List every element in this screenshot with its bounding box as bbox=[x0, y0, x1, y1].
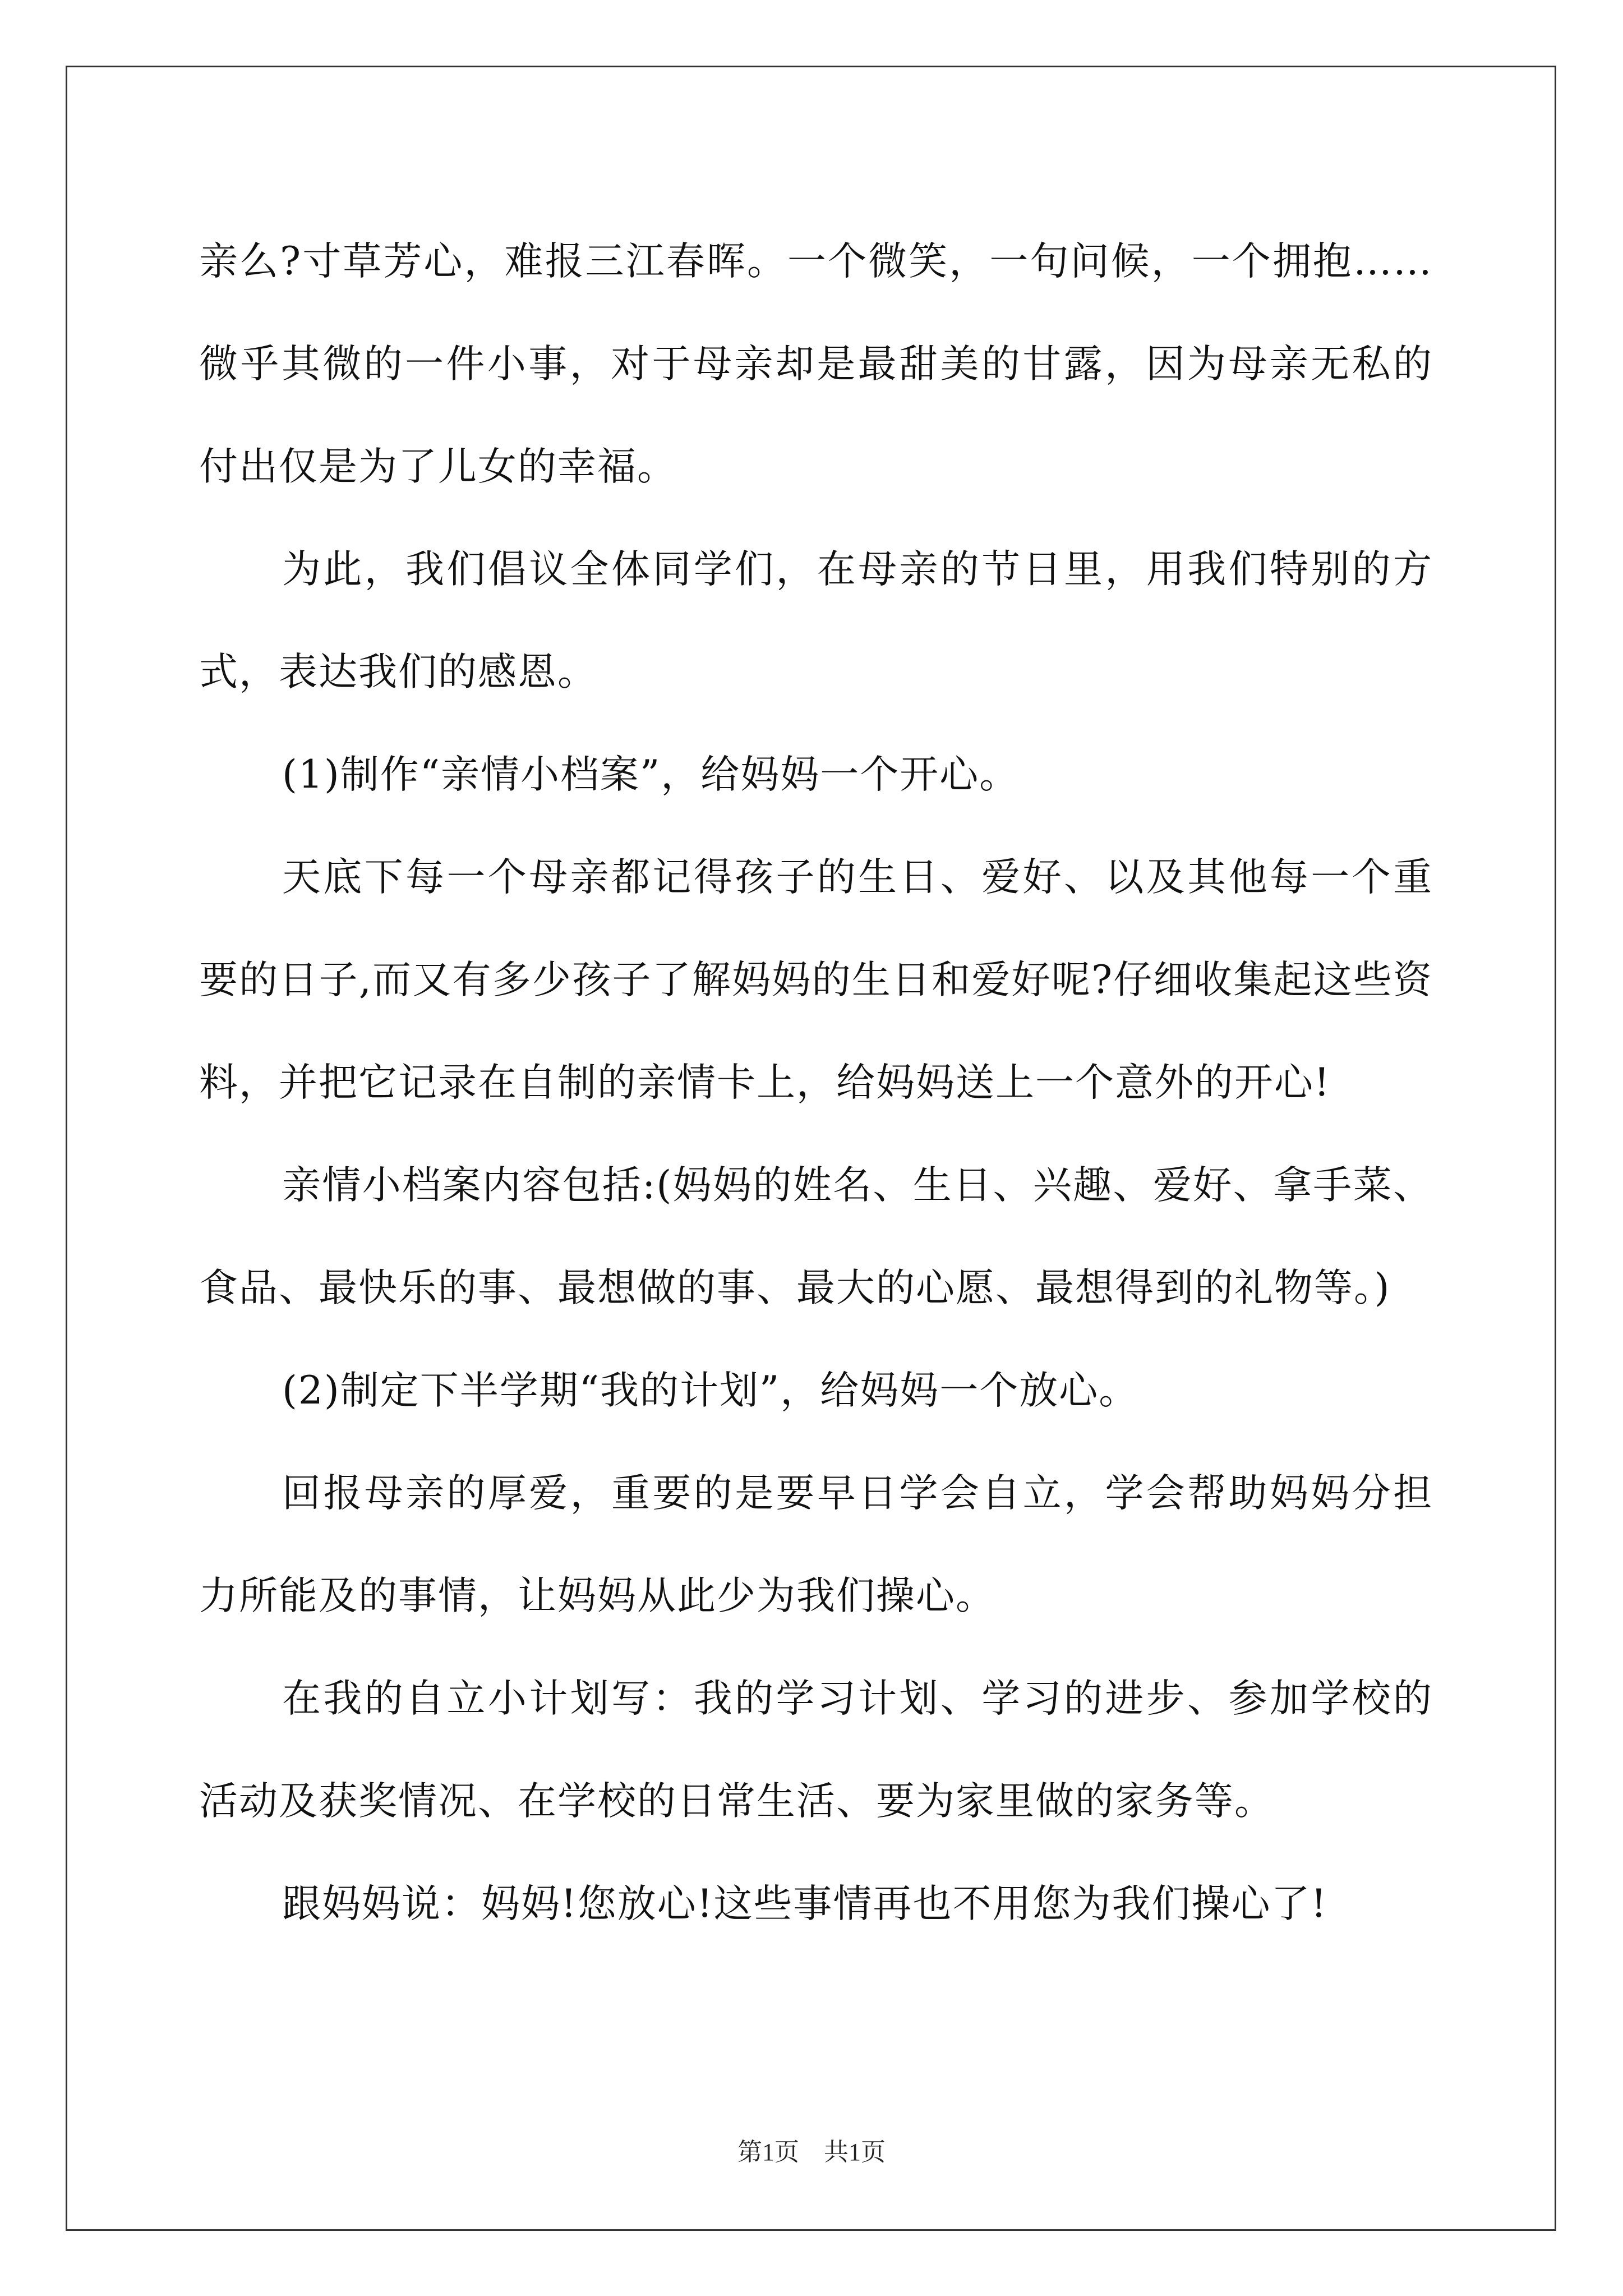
paragraph-9: 跟妈妈说：妈妈!您放心!这些事情再也不用您为我们操心了! bbox=[282, 1881, 1328, 1926]
paragraph-7: 回报母亲的厚爱，重要的是要早日学会自立，学会帮助妈妈分担力所能及的事情，让妈妈从此少为我们操心。 bbox=[199, 1471, 1433, 1618]
paragraph-4: 天底下每一个母亲都记得孩子的生日、爱好、以及其他每一个重要的日子,而又有多少孩子了解妈妈的生日和爱好呢?仔细收集起这些资料，并把它记录在自制的亲情卡上，给妈妈送上一个意外的开心! bbox=[199, 855, 1433, 1105]
document-body bbox=[199, 210, 1433, 1955]
page-footer bbox=[0, 2132, 1623, 2168]
paragraph-2: 为此，我们倡议全体同学们，在母亲的节日里，用我们特别的方式，表达我们的感恩。 bbox=[199, 547, 1433, 694]
paragraph-3: (1)制作“亲情小档案”，给妈妈一个开心。 bbox=[282, 752, 1020, 797]
paragraph-1: 亲么?寸草芳心，难报三江春晖。一个微笑，一句问候，一个拥抱……微乎其微的一件小事，对于母亲却是最甜美的甘露，因为母亲无私的付出仅是为了儿女的幸福。 bbox=[199, 239, 1433, 489]
page-total: 共1页 bbox=[824, 2138, 886, 2166]
paragraph-8: 在我的自立小计划写：我的学习计划、学习的进步、参加学校的活动及获奖情况、在学校的日常生活、要为家里做的家务等。 bbox=[199, 1676, 1433, 1824]
paragraph-5: 亲情小档案内容包括:(妈妈的姓名、生日、兴趣、爱好、拿手菜、食品、最快乐的事、最想做的事、最大的心愿、最想得到的礼物等。) bbox=[199, 1163, 1433, 1310]
paragraph-6: (2)制定下半学期“我的计划”，给妈妈一个放心。 bbox=[282, 1368, 1139, 1413]
page-number: 第1页 bbox=[737, 2138, 799, 2166]
